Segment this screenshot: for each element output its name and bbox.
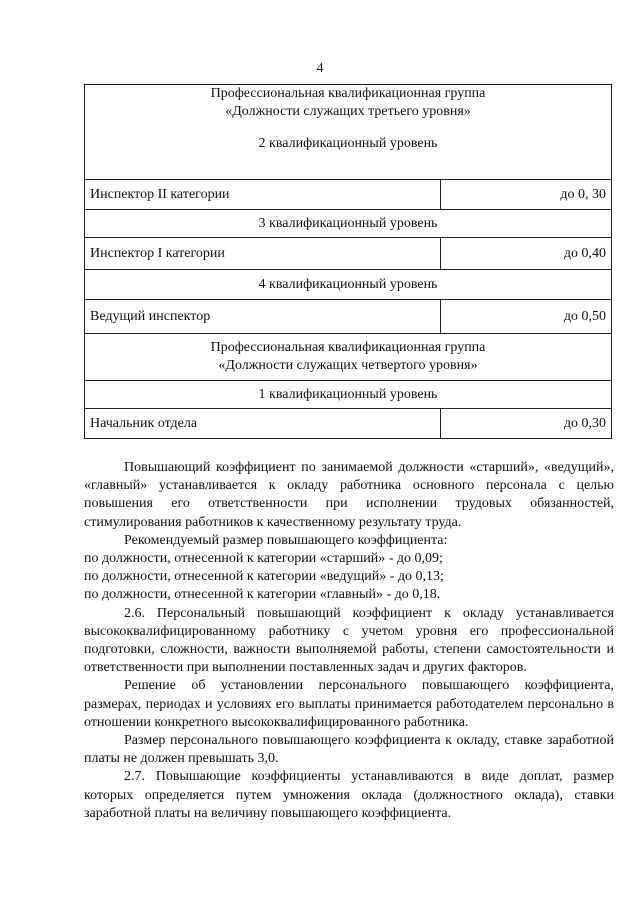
level-row <box>85 270 612 300</box>
group4-header-cell <box>85 334 612 381</box>
group4-header-row <box>85 334 612 381</box>
paragraph-chief: по должности, отнесенной к категории «главный» - до 0,18. <box>84 587 441 603</box>
body-text <box>84 459 614 823</box>
table-row <box>85 300 612 334</box>
coefficient-value: до 0,40 <box>441 238 612 270</box>
group4-level1-label: 1 квалификационный уровень <box>85 381 612 409</box>
level-row <box>85 210 612 238</box>
paragraph-2-6: 2.6. Персональный повышающий коэффициент к окладу устанавливается высококвалифицированному работнику с учетом уровня его профессиональной подготовки, сложности, важности выполняемой работы, степени самостоятельности и ответственности при выполнении поставленных задач и других факторов. <box>84 605 614 676</box>
table-row <box>85 409 612 439</box>
position-name: Начальник отдела <box>85 409 441 439</box>
group3-title-line1: Профессиональная квалификационная группа <box>210 86 486 101</box>
table-row <box>85 238 612 270</box>
qualification-table <box>84 84 612 439</box>
page-number: 4 <box>316 61 324 76</box>
group4-title-line2: «Должности служащих четвертого уровня» <box>218 358 478 373</box>
table-row <box>85 180 612 210</box>
coefficient-value: до 0,50 <box>441 300 612 334</box>
position-name: Инспектор II категории <box>85 180 441 210</box>
paragraph-position-coefficient: Повышающий коэффициент по занимаемой должности «старший», «ведущий», «главный» устанавливается к окладу работника основного персонала с целью повышения его ответственности при исполнении трудовых обязанностей, стимулирования работников к качественному результату труда. <box>84 460 614 530</box>
coefficient-value: до 0,30 <box>441 409 612 439</box>
position-name: Инспектор I категории <box>85 238 441 270</box>
paragraph-decision: Решение об установлении персонального повышающего коэффициента, размерах, периодах и условиях его выплаты принимается работодателем персонально в отношении конкретного высококвалифицированного работника. <box>84 678 614 730</box>
paragraph-limit: Размер персонального повышающего коэффициента к окладу, ставке заработной платы не должен превышать 3,0. <box>84 733 614 767</box>
coefficient-value: до 0, 30 <box>441 180 612 210</box>
group3-header-cell <box>85 85 612 180</box>
group3-level4-label: 4 квалификационный уровень <box>85 270 612 300</box>
group3-header-row <box>85 85 612 180</box>
position-name: Ведущий инспектор <box>85 300 441 334</box>
paragraph-recommended-size: Рекомендуемый размер повышающего коэффициента: <box>124 532 448 548</box>
paragraph-senior: по должности, отнесенной к категории «старший» - до 0,09; <box>84 551 443 567</box>
group3-level3-label: 3 квалификационный уровень <box>85 210 612 238</box>
paragraph-2-7: 2.7. Повышающие коэффициенты устанавливаются в виде доплат, размер которых определяется путем умножения оклада (должностного оклада), ставки заработной платы на величину повышающего коэффициента. <box>84 769 614 821</box>
group3-title-line2: «Должности служащих третьего уровня» <box>225 104 471 119</box>
group3-level2-label: 2 квалификационный уровень <box>258 136 438 151</box>
level-row <box>85 381 612 409</box>
group4-title-line1: Профессиональная квалификационная группа <box>210 340 486 355</box>
paragraph-leading: по должности, отнесенной к категории «ведущий» - до 0,13; <box>84 569 444 585</box>
